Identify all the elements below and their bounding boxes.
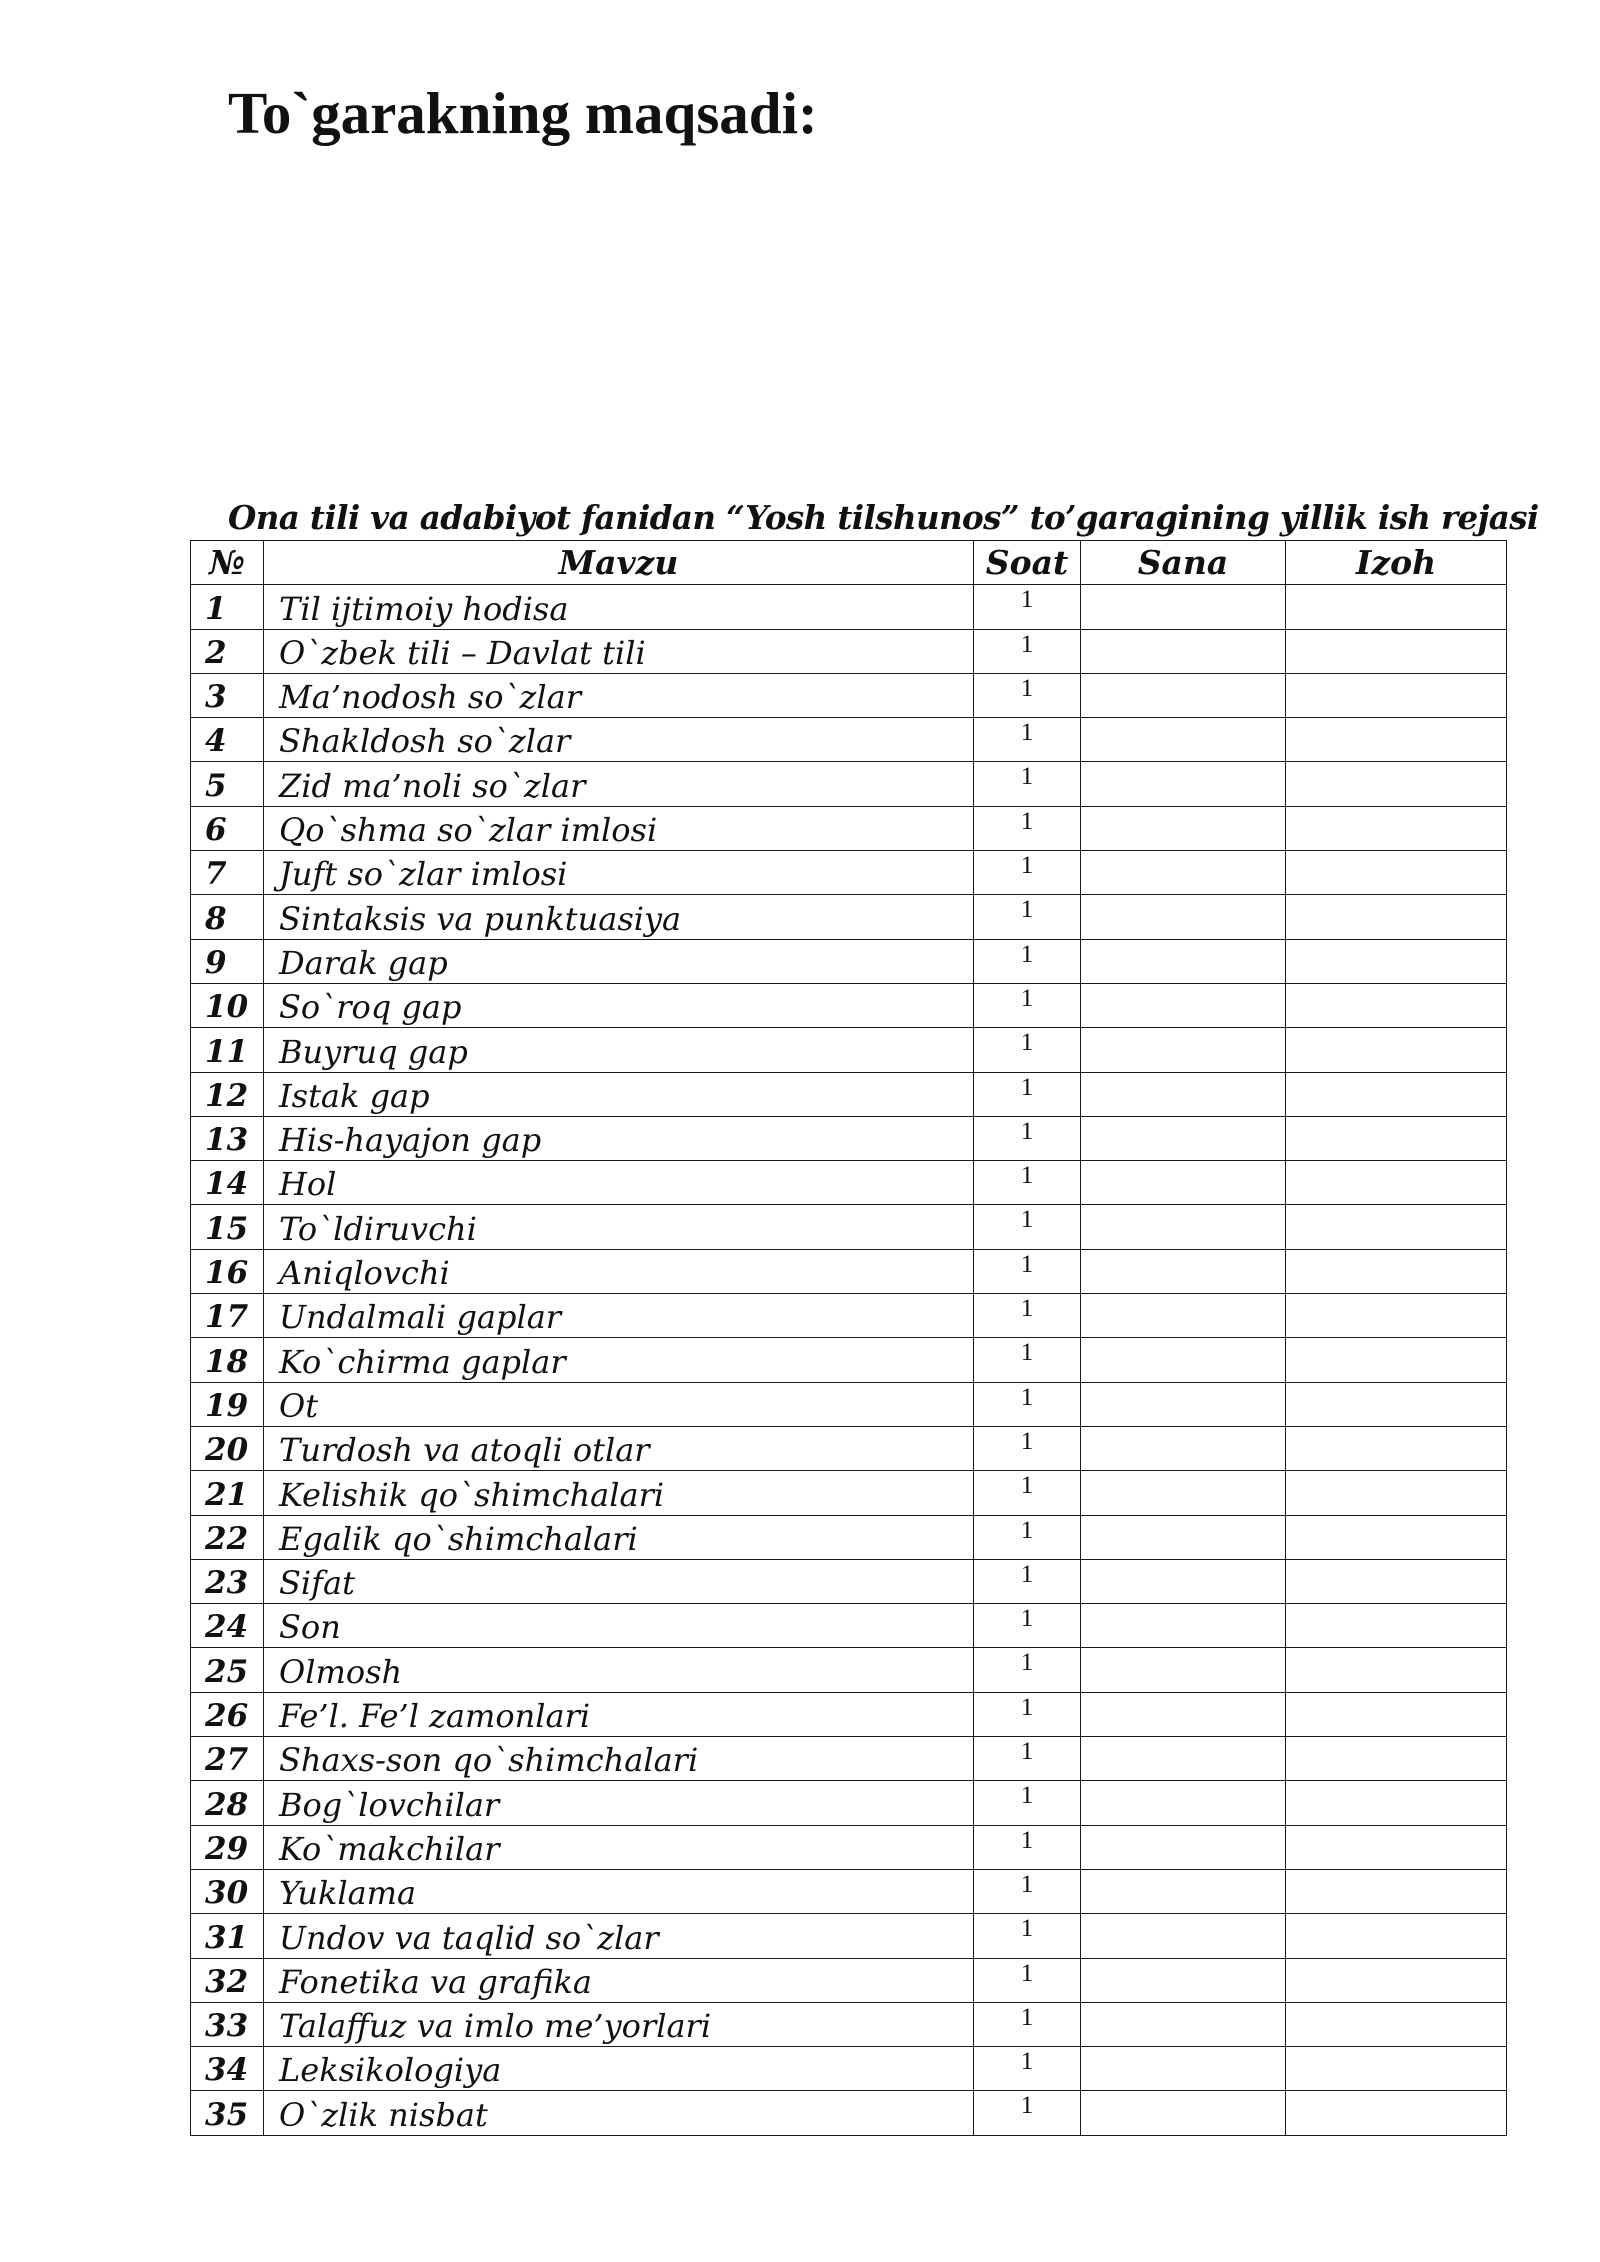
row-note-cell bbox=[1286, 1249, 1507, 1293]
row-topic: Buyruq gap bbox=[264, 1028, 974, 1072]
row-topic: O`zbek tili – Davlat tili bbox=[264, 629, 974, 673]
row-hours: 1 bbox=[974, 1382, 1081, 1426]
table-row bbox=[191, 1958, 1507, 2002]
row-number: 12 bbox=[191, 1072, 264, 1116]
table-row bbox=[191, 851, 1507, 895]
row-hours: 1 bbox=[974, 806, 1081, 850]
column-header-date: Sana bbox=[1081, 541, 1286, 585]
row-date-cell bbox=[1081, 673, 1286, 717]
row-date-cell bbox=[1081, 2002, 1286, 2046]
row-note-cell bbox=[1286, 1382, 1507, 1426]
row-number: 6 bbox=[191, 806, 264, 850]
row-date-cell bbox=[1081, 1604, 1286, 1648]
row-hours: 1 bbox=[974, 1559, 1081, 1603]
row-hours: 1 bbox=[974, 718, 1081, 762]
table-row bbox=[191, 1294, 1507, 1338]
row-topic: Istak gap bbox=[264, 1072, 974, 1116]
row-date-cell bbox=[1081, 2091, 1286, 2135]
row-hours: 1 bbox=[974, 1028, 1081, 1072]
row-note-cell bbox=[1286, 1958, 1507, 2002]
row-note-cell bbox=[1286, 2091, 1507, 2135]
row-topic: Darak gap bbox=[264, 939, 974, 983]
row-hours: 1 bbox=[974, 2002, 1081, 2046]
row-topic: Shaxs-son qo`shimchalari bbox=[264, 1737, 974, 1781]
row-hours: 1 bbox=[974, 1958, 1081, 2002]
table-row bbox=[191, 2091, 1507, 2135]
row-note-cell bbox=[1286, 629, 1507, 673]
row-topic: Ko`chirma gaplar bbox=[264, 1338, 974, 1382]
table-row bbox=[191, 1781, 1507, 1825]
row-topic: Aniqlovchi bbox=[264, 1249, 974, 1293]
table-row bbox=[191, 1205, 1507, 1249]
row-date-cell bbox=[1081, 1028, 1286, 1072]
row-topic: Sintaksis va punktuasiya bbox=[264, 895, 974, 939]
row-date-cell bbox=[1081, 1825, 1286, 1869]
table-header bbox=[191, 541, 1507, 585]
row-note-cell bbox=[1286, 1515, 1507, 1559]
row-date-cell bbox=[1081, 1914, 1286, 1958]
row-hours: 1 bbox=[974, 673, 1081, 717]
row-date-cell bbox=[1081, 1249, 1286, 1293]
row-number: 27 bbox=[191, 1737, 264, 1781]
row-number: 14 bbox=[191, 1161, 264, 1205]
row-number: 9 bbox=[191, 939, 264, 983]
row-date-cell bbox=[1081, 1072, 1286, 1116]
row-note-cell bbox=[1286, 718, 1507, 762]
header-row bbox=[191, 541, 1507, 585]
row-number: 31 bbox=[191, 1914, 264, 1958]
row-date-cell bbox=[1081, 1737, 1286, 1781]
row-note-cell bbox=[1286, 1426, 1507, 1470]
row-number: 25 bbox=[191, 1648, 264, 1692]
row-date-cell bbox=[1081, 1338, 1286, 1382]
row-hours: 1 bbox=[974, 1426, 1081, 1470]
row-date-cell bbox=[1081, 1958, 1286, 2002]
row-date-cell bbox=[1081, 1294, 1286, 1338]
row-date-cell bbox=[1081, 629, 1286, 673]
row-topic: Hol bbox=[264, 1161, 974, 1205]
table-row bbox=[191, 983, 1507, 1027]
row-number: 3 bbox=[191, 673, 264, 717]
table-row bbox=[191, 2047, 1507, 2091]
row-topic: Turdosh va atoqli otlar bbox=[264, 1426, 974, 1470]
table-row bbox=[191, 806, 1507, 850]
column-header-number: № bbox=[191, 541, 264, 585]
row-date-cell bbox=[1081, 1205, 1286, 1249]
table-row bbox=[191, 1825, 1507, 1869]
row-topic: Undalmali gaplar bbox=[264, 1294, 974, 1338]
row-number: 13 bbox=[191, 1116, 264, 1160]
row-number: 18 bbox=[191, 1338, 264, 1382]
row-topic: Qo`shma so`zlar imlosi bbox=[264, 806, 974, 850]
row-hours: 1 bbox=[974, 1914, 1081, 1958]
row-hours: 1 bbox=[974, 983, 1081, 1027]
table-row bbox=[191, 1161, 1507, 1205]
table-row bbox=[191, 1426, 1507, 1470]
row-topic: Til ijtimoiy hodisa bbox=[264, 585, 974, 629]
row-number: 34 bbox=[191, 2047, 264, 2091]
yearly-plan-table bbox=[190, 540, 1507, 2136]
row-hours: 1 bbox=[974, 895, 1081, 939]
row-date-cell bbox=[1081, 718, 1286, 762]
row-number: 15 bbox=[191, 1205, 264, 1249]
row-note-cell bbox=[1286, 939, 1507, 983]
row-date-cell bbox=[1081, 2047, 1286, 2091]
row-number: 23 bbox=[191, 1559, 264, 1603]
row-hours: 1 bbox=[974, 1648, 1081, 1692]
row-number: 29 bbox=[191, 1825, 264, 1869]
row-number: 1 bbox=[191, 585, 264, 629]
table-row bbox=[191, 1028, 1507, 1072]
row-topic: Yuklama bbox=[264, 1869, 974, 1913]
table-row bbox=[191, 1338, 1507, 1382]
table-row bbox=[191, 1692, 1507, 1736]
row-hours: 1 bbox=[974, 2091, 1081, 2135]
row-note-cell bbox=[1286, 895, 1507, 939]
row-number: 19 bbox=[191, 1382, 264, 1426]
row-note-cell bbox=[1286, 2047, 1507, 2091]
row-hours: 1 bbox=[974, 585, 1081, 629]
table-row bbox=[191, 1515, 1507, 1559]
row-hours: 1 bbox=[974, 1338, 1081, 1382]
row-topic: Ma’nodosh so`zlar bbox=[264, 673, 974, 717]
row-topic: Bog`lovchilar bbox=[264, 1781, 974, 1825]
row-topic: Undov va taqlid so`zlar bbox=[264, 1914, 974, 1958]
row-hours: 1 bbox=[974, 1604, 1081, 1648]
row-hours: 1 bbox=[974, 1249, 1081, 1293]
row-date-cell bbox=[1081, 1781, 1286, 1825]
row-date-cell bbox=[1081, 1648, 1286, 1692]
row-date-cell bbox=[1081, 1471, 1286, 1515]
row-number: 30 bbox=[191, 1869, 264, 1913]
table-row bbox=[191, 1471, 1507, 1515]
row-note-cell bbox=[1286, 1205, 1507, 1249]
row-hours: 1 bbox=[974, 1515, 1081, 1559]
row-hours: 1 bbox=[974, 1072, 1081, 1116]
row-topic: Leksikologiya bbox=[264, 2047, 974, 2091]
row-topic: Son bbox=[264, 1604, 974, 1648]
row-number: 7 bbox=[191, 851, 264, 895]
row-note-cell bbox=[1286, 585, 1507, 629]
row-note-cell bbox=[1286, 1825, 1507, 1869]
row-topic: O`zlik nisbat bbox=[264, 2091, 974, 2135]
row-date-cell bbox=[1081, 762, 1286, 806]
row-note-cell bbox=[1286, 1028, 1507, 1072]
row-note-cell bbox=[1286, 1604, 1507, 1648]
row-hours: 1 bbox=[974, 1781, 1081, 1825]
row-date-cell bbox=[1081, 939, 1286, 983]
row-date-cell bbox=[1081, 1559, 1286, 1603]
row-hours: 1 bbox=[974, 762, 1081, 806]
table-body bbox=[191, 585, 1507, 2135]
row-date-cell bbox=[1081, 1869, 1286, 1913]
table-row bbox=[191, 939, 1507, 983]
row-topic: Fe’l. Fe’l zamonlari bbox=[264, 1692, 974, 1736]
row-note-cell bbox=[1286, 806, 1507, 850]
row-hours: 1 bbox=[974, 1161, 1081, 1205]
row-number: 33 bbox=[191, 2002, 264, 2046]
row-date-cell bbox=[1081, 1692, 1286, 1736]
row-note-cell bbox=[1286, 983, 1507, 1027]
row-number: 4 bbox=[191, 718, 264, 762]
table-row bbox=[191, 1559, 1507, 1603]
row-number: 28 bbox=[191, 1781, 264, 1825]
row-note-cell bbox=[1286, 762, 1507, 806]
row-topic: His-hayajon gap bbox=[264, 1116, 974, 1160]
table-row bbox=[191, 585, 1507, 629]
document-title: To`garakning maqsadi: bbox=[228, 80, 818, 146]
table-row bbox=[191, 1249, 1507, 1293]
row-date-cell bbox=[1081, 585, 1286, 629]
table-row bbox=[191, 1382, 1507, 1426]
table-row bbox=[191, 1648, 1507, 1692]
row-note-cell bbox=[1286, 1869, 1507, 1913]
row-number: 20 bbox=[191, 1426, 264, 1470]
row-note-cell bbox=[1286, 2002, 1507, 2046]
row-topic: Egalik qo`shimchalari bbox=[264, 1515, 974, 1559]
row-note-cell bbox=[1286, 1294, 1507, 1338]
row-hours: 1 bbox=[974, 1737, 1081, 1781]
row-topic: Shakldosh so`zlar bbox=[264, 718, 974, 762]
table-row bbox=[191, 895, 1507, 939]
row-note-cell bbox=[1286, 1648, 1507, 1692]
row-topic: Fonetika va grafika bbox=[264, 1958, 974, 2002]
table-row bbox=[191, 629, 1507, 673]
row-note-cell bbox=[1286, 673, 1507, 717]
row-number: 5 bbox=[191, 762, 264, 806]
row-topic: Olmosh bbox=[264, 1648, 974, 1692]
table-row bbox=[191, 1914, 1507, 1958]
row-number: 26 bbox=[191, 1692, 264, 1736]
row-note-cell bbox=[1286, 1072, 1507, 1116]
row-topic: Sifat bbox=[264, 1559, 974, 1603]
row-topic: Ot bbox=[264, 1382, 974, 1426]
column-header-note: Izoh bbox=[1286, 541, 1507, 585]
row-note-cell bbox=[1286, 1559, 1507, 1603]
row-topic: Kelishik qo`shimchalari bbox=[264, 1471, 974, 1515]
row-hours: 1 bbox=[974, 1692, 1081, 1736]
row-hours: 1 bbox=[974, 1869, 1081, 1913]
row-date-cell bbox=[1081, 851, 1286, 895]
row-number: 35 bbox=[191, 2091, 264, 2135]
row-number: 8 bbox=[191, 895, 264, 939]
row-hours: 1 bbox=[974, 2047, 1081, 2091]
row-date-cell bbox=[1081, 1515, 1286, 1559]
row-hours: 1 bbox=[974, 1294, 1081, 1338]
row-hours: 1 bbox=[974, 629, 1081, 673]
table-row bbox=[191, 1604, 1507, 1648]
row-topic: Ko`makchilar bbox=[264, 1825, 974, 1869]
row-number: 2 bbox=[191, 629, 264, 673]
row-number: 21 bbox=[191, 1471, 264, 1515]
row-number: 16 bbox=[191, 1249, 264, 1293]
row-date-cell bbox=[1081, 1161, 1286, 1205]
row-topic: So`roq gap bbox=[264, 983, 974, 1027]
table-row bbox=[191, 762, 1507, 806]
row-date-cell bbox=[1081, 806, 1286, 850]
row-note-cell bbox=[1286, 1116, 1507, 1160]
row-note-cell bbox=[1286, 1737, 1507, 1781]
row-note-cell bbox=[1286, 1692, 1507, 1736]
row-topic: Juft so`zlar imlosi bbox=[264, 851, 974, 895]
row-note-cell bbox=[1286, 851, 1507, 895]
row-note-cell bbox=[1286, 1338, 1507, 1382]
row-date-cell bbox=[1081, 983, 1286, 1027]
column-header-hours: Soat bbox=[974, 541, 1081, 585]
row-number: 32 bbox=[191, 1958, 264, 2002]
column-header-topic: Mavzu bbox=[264, 541, 974, 585]
row-note-cell bbox=[1286, 1161, 1507, 1205]
plan-caption: Ona tili va adabiyot fanidan “Yosh tilshunos” to’garagining yillik ish rejasi bbox=[228, 498, 1539, 537]
row-date-cell bbox=[1081, 1382, 1286, 1426]
row-hours: 1 bbox=[974, 939, 1081, 983]
row-hours: 1 bbox=[974, 1205, 1081, 1249]
table-row bbox=[191, 718, 1507, 762]
row-hours: 1 bbox=[974, 1825, 1081, 1869]
row-topic: Talaffuz va imlo me’yorlari bbox=[264, 2002, 974, 2046]
row-topic: To`ldiruvchi bbox=[264, 1205, 974, 1249]
row-number: 17 bbox=[191, 1294, 264, 1338]
row-note-cell bbox=[1286, 1471, 1507, 1515]
table-row bbox=[191, 2002, 1507, 2046]
row-hours: 1 bbox=[974, 1471, 1081, 1515]
row-number: 22 bbox=[191, 1515, 264, 1559]
table-row bbox=[191, 1072, 1507, 1116]
row-date-cell bbox=[1081, 1426, 1286, 1470]
table-row bbox=[191, 1116, 1507, 1160]
row-note-cell bbox=[1286, 1914, 1507, 1958]
row-number: 11 bbox=[191, 1028, 264, 1072]
row-note-cell bbox=[1286, 1781, 1507, 1825]
table-row bbox=[191, 1869, 1507, 1913]
row-date-cell bbox=[1081, 895, 1286, 939]
row-hours: 1 bbox=[974, 1116, 1081, 1160]
row-hours: 1 bbox=[974, 851, 1081, 895]
row-number: 10 bbox=[191, 983, 264, 1027]
table-row bbox=[191, 1737, 1507, 1781]
row-date-cell bbox=[1081, 1116, 1286, 1160]
row-topic: Zid ma’noli so`zlar bbox=[264, 762, 974, 806]
table-row bbox=[191, 673, 1507, 717]
row-number: 24 bbox=[191, 1604, 264, 1648]
